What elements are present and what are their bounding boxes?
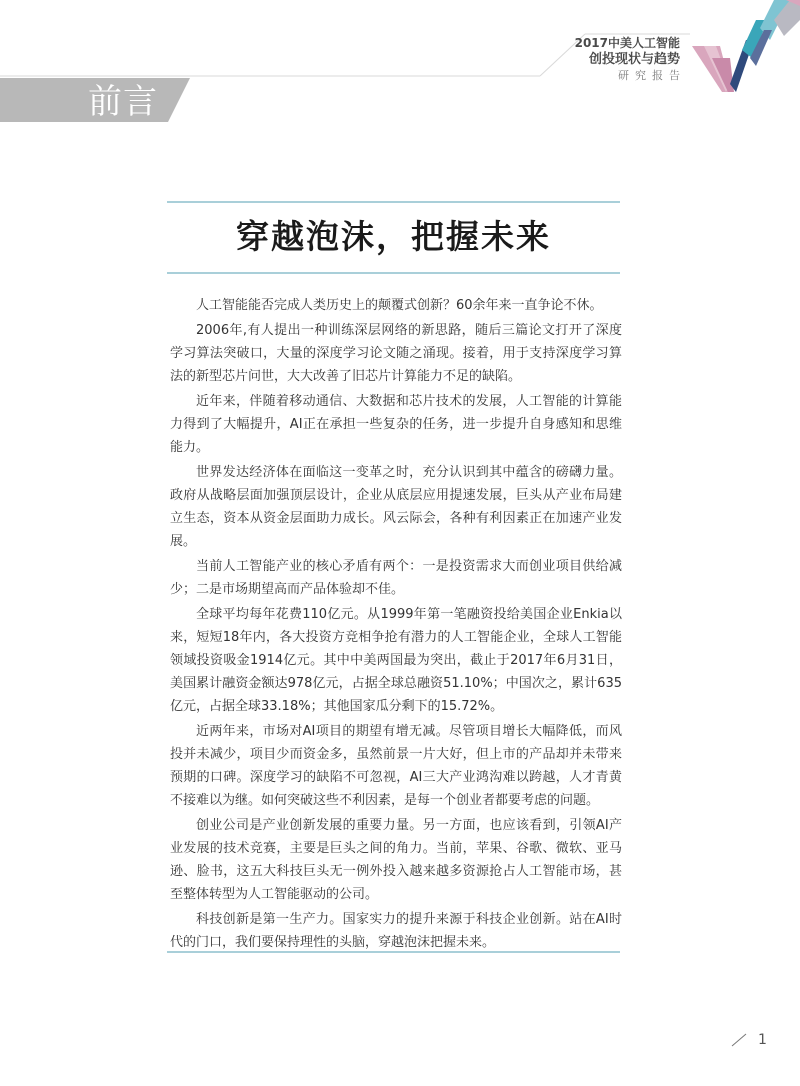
page-title: 穿越泡沫，把握未来: [236, 217, 551, 256]
paragraph: 科技创新是第一生产力。国家实力的提升来源于科技企业创新。站在AI时代的门口，我们要保持理性的头脑，穿越泡沫把握未来。: [170, 912, 622, 950]
paragraph: 近年来，伴随着移动通信、大数据和芯片技术的发展，人工智能的计算能力得到了大幅提升，AI正在承担一些复杂的任务，进一步提升自身感知和思维能力。: [170, 394, 622, 455]
page-number: 1: [758, 1032, 767, 1048]
report-title-line1: 2017中美人工智能: [574, 36, 680, 50]
page-slash-icon: [730, 1032, 750, 1048]
paragraph: 人工智能能否完成人类历史上的颠覆式创新？60余年来一直争论不休。: [196, 298, 603, 313]
body-text: [170, 294, 622, 956]
report-logo-icon: [690, 0, 800, 100]
body-bottom-rule: [167, 951, 620, 953]
title-top-rule: [167, 201, 620, 203]
paragraph: 全球平均每年花费110亿元。从1999年第一笔融资投给美国企业Enkia以来，短短18年内，各大投资方竞相争抢有潜力的人工智能企业，全球人工智能领域投资吸金1914亿元。其中中美两国最为突出，截止于2017年6月31日，美国累计融资金额达978亿元，占据全球总融资51.10%；中国次之，累计635亿元，占据全球33.18%；其他国家瓜分剩下的15.72%。: [170, 607, 622, 714]
title-bottom-rule: [167, 272, 620, 274]
paragraph: 创业公司是产业创新发展的重要力量。另一方面，也应该看到，引领AI产业发展的技术竞赛，主要是巨头之间的角力。当前，苹果、谷歌、微软、亚马逊、脸书，这五大科技巨头无一例外投入越来越多资源抢占人工智能市场，甚至整体转型为人工智能驱动的公司。: [170, 818, 622, 902]
report-title-block: [574, 36, 686, 83]
paragraph: 世界发达经济体在面临这一变革之时，充分认识到其中蕴含的磅礴力量。政府从战略层面加强顶层设计，企业从底层应用提速发展，巨头从产业布局建立生态，资本从资金层面助力成长。风云际会，各种有利因素正在加速产业发展。: [170, 465, 622, 549]
paragraph: 近两年来，市场对AI项目的期望有增无减。尽管项目增长大幅降低，而风投并未减少，项目少而资金多，虽然前景一片大好，但上市的产品却并未带来预期的口碑。深度学习的缺陷不可忽视，AI三大产业鸿沟难以跨越，人才青黄不接难以为继。如何突破这些不利因素，是每一个创业者都要考虑的问题。: [170, 724, 622, 808]
report-title-line3: 研究报告: [618, 69, 686, 82]
report-title-line2: 创投现状与趋势: [588, 52, 680, 67]
paragraph: 当前人工智能产业的核心矛盾有两个：一是投资需求大而创业项目供给减少；二是市场期望高而产品体验却不佳。: [170, 559, 622, 597]
paragraph: 2006年,有人提出一种训练深层网络的新思路，随后三篇论文打开了深度学习算法突破口，大量的深度学习论文随之涌现。接着，用于支持深度学习算法的新型芯片问世，大大改善了旧芯片计算能力不足的缺陷。: [170, 323, 622, 384]
section-label: 前言: [88, 82, 158, 122]
